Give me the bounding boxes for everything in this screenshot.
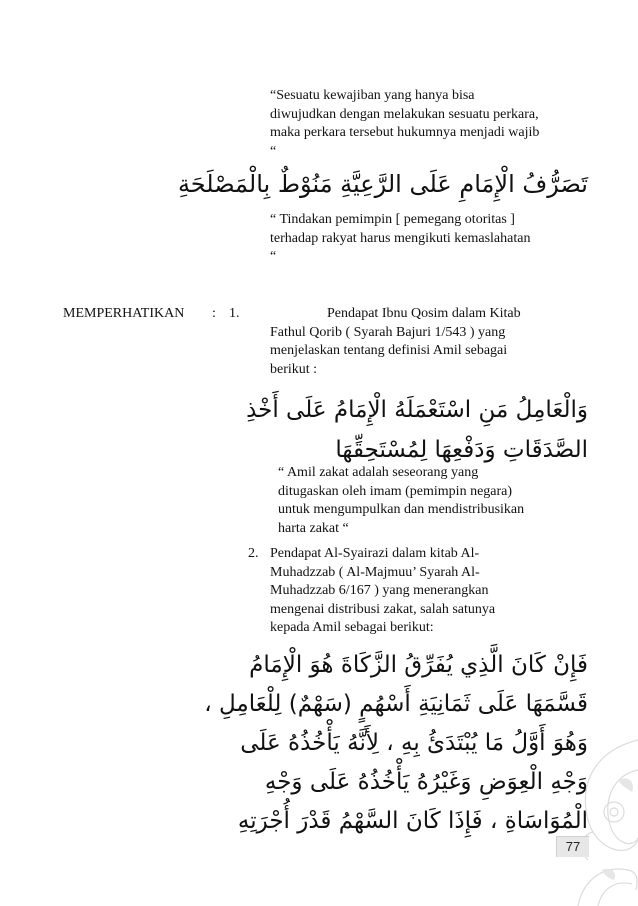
item-1-line: menjelaskan tentang definisi Amil sebagai [270,343,508,358]
corner-ornament [518,720,638,906]
item-2-line: kepada Amil sebagai berikut: [270,620,434,635]
quote-2-line: “ [270,249,277,264]
item-2-line: Muhadzzab 6/167 ) yang menerangkan [270,583,489,598]
quote-2-line: “ Tindakan pemimpin [ pemegang otoritas ] [270,212,515,227]
quote-1-line: diwujudkan dengan melakukan sesuatu perkara, [270,106,539,122]
item-1-translation [278,464,586,538]
ornament-swirl-icon [518,720,638,906]
item-1-line: berikut : [270,361,318,377]
quote-2 [270,211,586,267]
item-2-arabic-line: وَهُوَ أَوَّلُ مَا يُبْتَدَئُ بِهِ ، لِأَنَّهُ يَأْخُذُهُ عَلَى [240,730,588,756]
item-1-line: Fathul Qorib ( Syarah Bajuri 1/543 ) yang [270,324,506,340]
item-1-arabic-line: وَالْعَامِلُ مَنِ اسْتَعْمَلَهُ الْإِمَامُ عَلَى أَخْذِ [246,397,588,423]
item-1-translation-line: harta zakat “ [278,520,349,536]
item-2-arabic-line: فَإِنْ كَانَ الَّذِي يُفَرِّقُ الزَّكَاةَ هُوَ الْإِمَامُ [249,652,588,678]
item-2-line: Muhadzzab ( Al-Majmuu’ Syarah Al- [270,564,480,580]
item-1-translation-line: “ Amil zakat adalah seseorang yang [278,465,479,480]
item-2-arabic-line: قَسَّمَهَا عَلَى ثَمَانِيَةِ أَسْهُمٍ (سَهْمٌ) لِلْعَامِلِ ، [204,691,588,717]
item-2-arabic-line: الْمُوَاسَاةِ ، فَإِذَا كَانَ السَّهْمُ قَدْرَ أُجْرَتِهِ [237,808,588,834]
item-2-arabic-line: وَجْهِ الْعِوَضِ وَغَيْرُهُ يَأْخُذُهُ عَلَى وَجْهِ [264,769,588,795]
quote-2-line: terhadap rakyat harus mengikuti kemaslahatan [270,230,531,246]
item-1-arabic [246,390,588,470]
section-colon: : [212,306,216,321]
item-2-number: 2. [248,546,259,561]
item-1-translation-line: ditugaskan oleh imam (pemimpin negara) [278,483,513,499]
item-1-text [270,305,586,379]
item-2-line: Pendapat Al-Syairazi dalam kitab Al- [270,546,480,561]
quote-1 [270,87,586,161]
quote-1-line: “Sesuatu kewajiban yang hanya bisa [270,88,475,103]
item-2-text [270,545,586,638]
item-1-arabic-line: الصَّدَقَاتِ وَدَفْعِهَا لِمُسْتَحِقِّهَا [335,437,588,463]
item-1-number: 1. [229,306,240,321]
quote-1-line: maka perkara tersebut hukumnya menjadi wajib [270,125,540,140]
item-1-line: Pendapat Ibnu Qosim dalam Kitab [327,306,521,321]
quote-1-line: “ [270,143,277,159]
item-2-line: mengenai distribusi zakat, salah satunya [270,601,496,617]
item-1-translation-line: untuk mengumpulkan dan mendistribusikan [278,502,525,517]
arabic-maxim: تَصَرُّفُ الْإِمَامِ عَلَى الرَّعِيَّةِ مَنُوْطٌ بِالْمَصْلَحَةِ [177,170,588,198]
section-label: MEMPERHATIKAN [63,306,185,321]
page-number: 77 [556,836,589,857]
